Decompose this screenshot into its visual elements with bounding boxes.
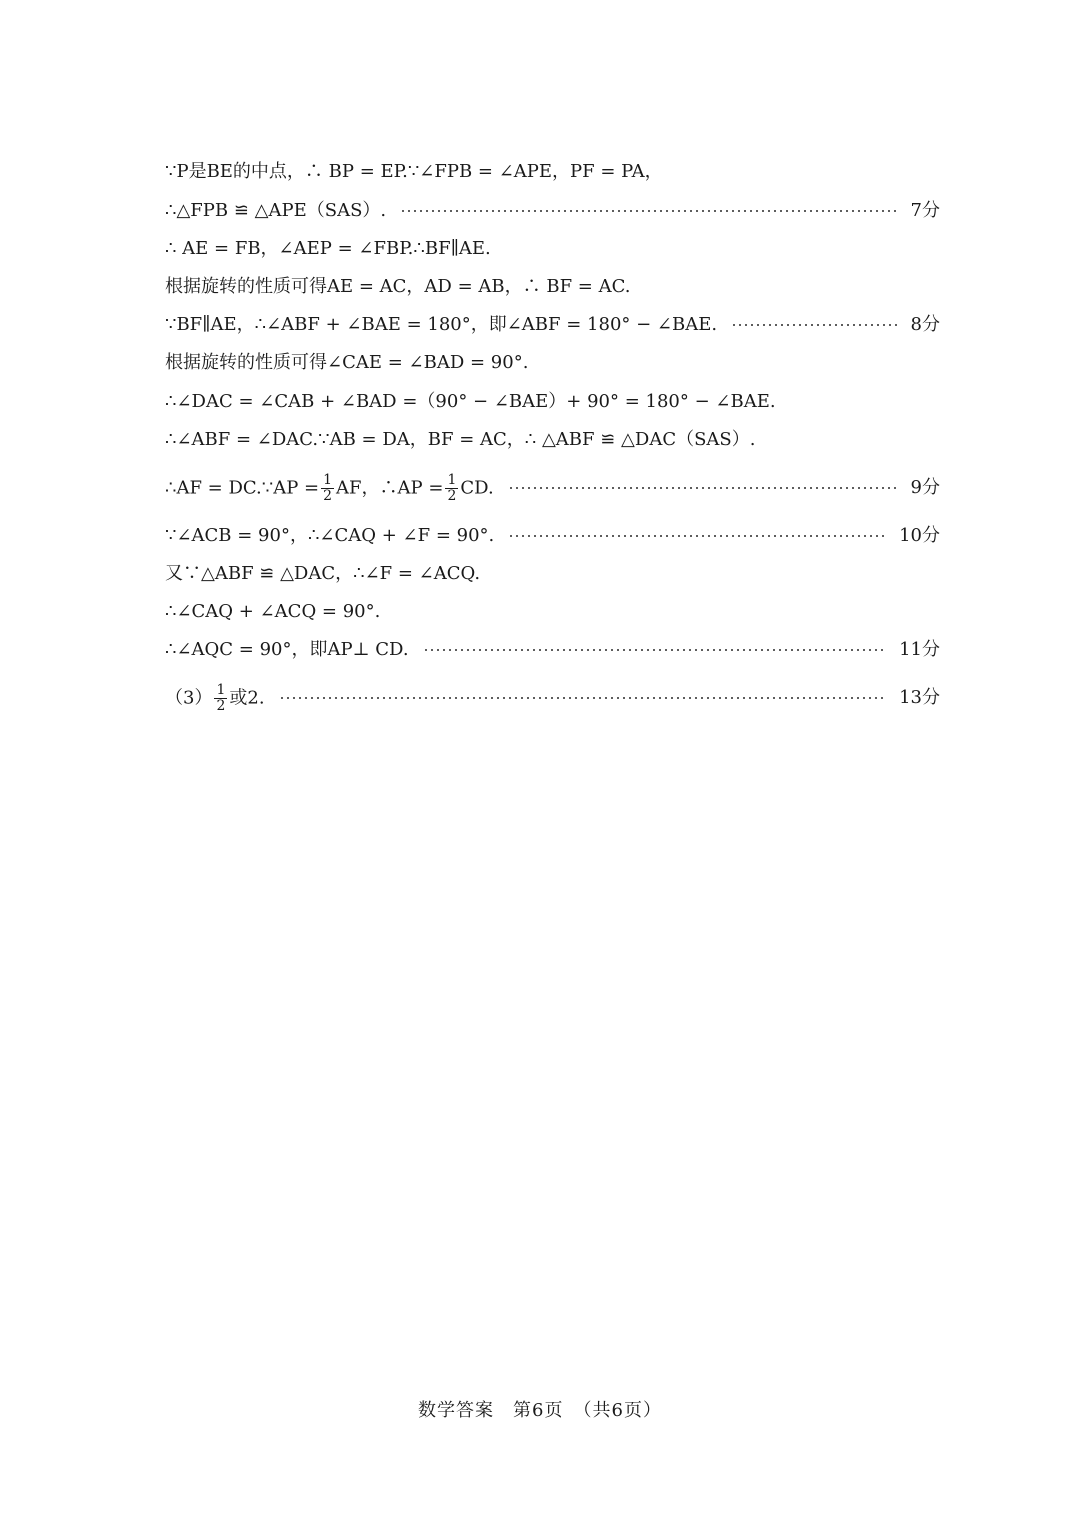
line-text: ∴∠ABF = ∠DAC.∵AB = DA，BF = AC，∴ △ABF ≌ △DAC（SAS）. — [165, 429, 756, 450]
solution-line-14 — [165, 678, 940, 718]
line-text: 根据旋转的性质可得AE = AC，AD = AB，∴ BF = AC. — [165, 276, 631, 297]
score-label: 7分 — [910, 200, 940, 221]
fraction-numerator: 1 — [447, 471, 457, 488]
solution-line-9 — [165, 469, 940, 507]
leader-dots — [508, 487, 899, 489]
score-label: 9分 — [910, 477, 940, 498]
line-text — [165, 683, 265, 714]
solution-line-2 — [165, 199, 940, 223]
line-text: ∴△FPB ≌ △APE（SAS）. — [165, 200, 387, 221]
line-text: ∵∠ACB = 90°，∴∠CAQ + ∠F = 90°. — [165, 525, 495, 546]
solution-line-8 — [165, 428, 940, 452]
line-text-part: CD. — [460, 477, 494, 498]
leader-dots — [423, 649, 888, 651]
page-footer: 数学答案 第6页 （共6页） — [418, 1400, 662, 1421]
solution-line-1 — [165, 160, 940, 184]
solution-line-13 — [165, 638, 940, 662]
line-text: ∴∠CAQ + ∠ACQ = 90°. — [165, 601, 381, 622]
fraction-denominator: 2 — [323, 487, 333, 504]
fraction-one-half — [445, 473, 458, 504]
leader-dots — [731, 324, 898, 326]
line-text: ∵P是BE的中点，∴ BP = EP.∵∠FPB = ∠APE，PF = PA， — [165, 161, 663, 182]
solution-line-12 — [165, 600, 940, 624]
solution-line-4 — [165, 275, 940, 299]
fraction-one-half — [321, 473, 334, 504]
line-text: 根据旋转的性质可得∠CAE = ∠BAD = 90°. — [165, 352, 529, 373]
score-label: 13分 — [899, 687, 940, 708]
fraction-numerator: 1 — [323, 471, 333, 488]
line-text-part: 或2. — [229, 687, 265, 708]
solution-line-3 — [165, 237, 940, 261]
line-text: ∴∠DAC = ∠CAB + ∠BAD =（90° − ∠BAE）+ 90° = 180° − ∠BAE. — [165, 391, 776, 412]
solution-line-10 — [165, 524, 940, 548]
solution-line-6 — [165, 351, 940, 375]
solution-line-11 — [165, 562, 940, 586]
line-text-part: （3） — [165, 687, 213, 708]
fraction-numerator: 1 — [216, 681, 226, 698]
line-text-part: AF，∴AP = — [336, 477, 444, 498]
line-text: ∵BF∥AE，∴∠ABF + ∠BAE = 180°，即∠ABF = 180° − ∠BAE. — [165, 314, 718, 335]
line-text: ∴ AE = FB，∠AEP = ∠FBP.∴BF∥AE. — [165, 238, 491, 259]
line-text: ∴∠AQC = 90°，即AP⊥ CD. — [165, 639, 409, 660]
score-label: 11分 — [899, 639, 940, 660]
leader-dots — [279, 697, 888, 699]
solution-line-5 — [165, 313, 940, 337]
fraction-denominator: 2 — [447, 487, 457, 504]
line-text — [165, 473, 494, 504]
line-text: 又∵△ABF ≌ △DAC，∴∠F = ∠ACQ. — [165, 563, 481, 584]
line-text-part: ∴AF = DC.∵AP = — [165, 477, 320, 498]
solution-line-7 — [165, 390, 940, 414]
leader-dots — [400, 210, 898, 212]
score-label: 8分 — [910, 314, 940, 335]
fraction-one-half — [214, 683, 227, 714]
fraction-denominator: 2 — [216, 697, 226, 714]
score-label: 10分 — [899, 525, 940, 546]
leader-dots — [508, 535, 887, 537]
